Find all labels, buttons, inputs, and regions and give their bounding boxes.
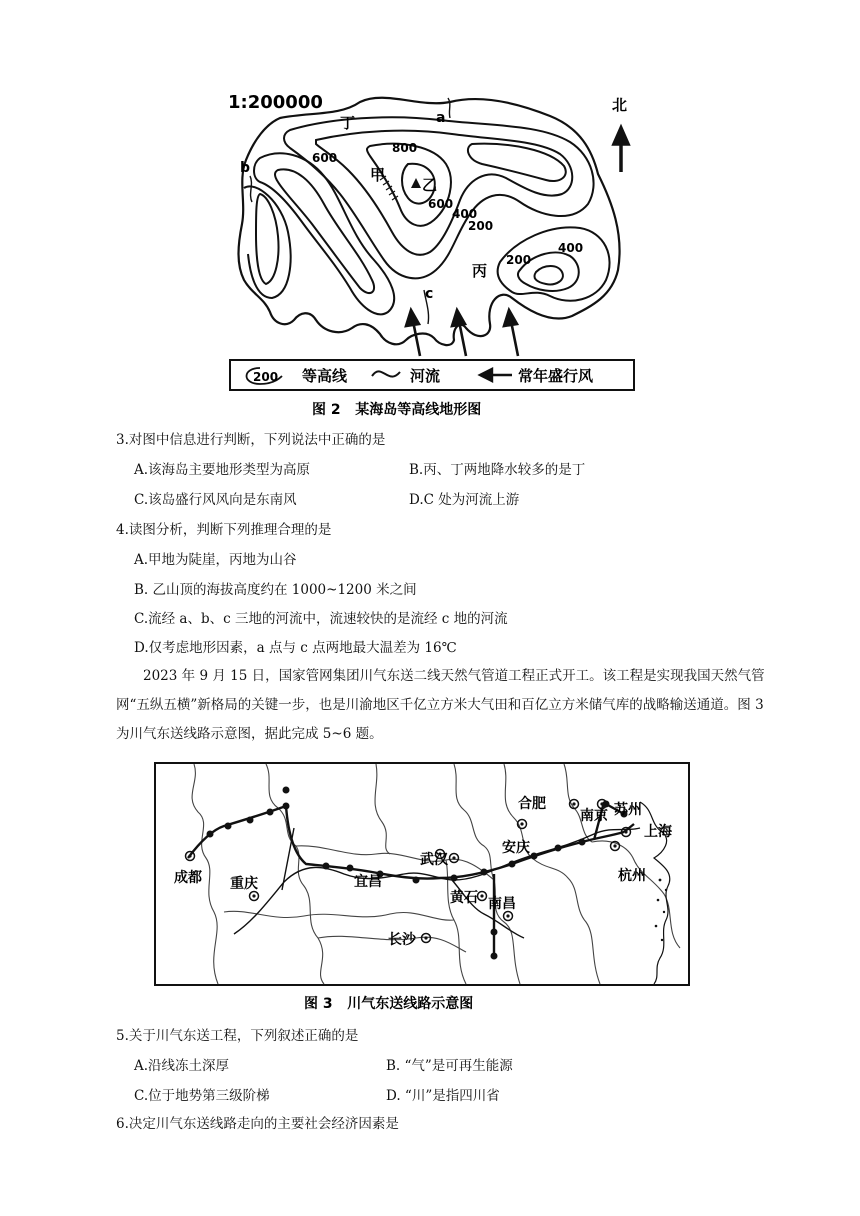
passage-paragraph: 2023 年 9 月 15 日，国家管网集团川气东送二线天然气管道工程正式开工。该工程是实现我国天然气管网“五纵五横”新格局的关键一步，也是川渝地区千亿立方米大气田和百亿立方米储气库的战略输送通道。图 3 为川气东送线路示意图，据此完成 5~6 题。 [116, 668, 765, 742]
label-ding: 丁 [340, 114, 356, 132]
city-label-anqing: 安庆 [502, 840, 530, 856]
city-label-nanchang: 南昌 [488, 896, 516, 912]
summit-marker-icon [411, 178, 421, 188]
north-label: 北 [612, 96, 628, 114]
question-3-option-d[interactable]: D.C 处为河流上游 [409, 492, 520, 508]
question-5-stem: 5.关于川气东送工程，下列叙述正确的是 [116, 1028, 359, 1044]
contour-map-svg [220, 84, 650, 424]
contour-line [367, 144, 454, 226]
label-jia: 甲 [370, 166, 386, 184]
question-4-option-b[interactable]: B. 乙山顶的海拔高度约在 1000~1200 米之间 [134, 582, 417, 598]
legend-wind-arrow-icon [480, 369, 512, 381]
city-label-huangshi: 黄石 [450, 890, 478, 906]
city-dots [188, 802, 627, 939]
map-scale: 1:200000 [228, 92, 323, 113]
figure-3-pipeline-map [154, 762, 694, 1014]
question-5-option-a[interactable]: A.沿线冻土深厚 [134, 1058, 230, 1074]
figure-3-caption: 图 3 川气东送线路示意图 [304, 996, 474, 1012]
island-coastline [239, 98, 620, 345]
legend-wind-label: 常年盛行风 [518, 367, 594, 385]
contour-line [534, 266, 562, 284]
contour-label: 200 [468, 219, 494, 233]
city-label-hangzhou: 杭州 [618, 868, 646, 884]
contour-label: 200 [506, 253, 532, 267]
contour-label: 600 [428, 197, 454, 211]
city-label-chongqing: 重庆 [230, 876, 258, 892]
contour-label: 400 [452, 207, 478, 221]
label-bing: 丙 [472, 262, 488, 280]
city-label-nanjing: 南京 [580, 808, 608, 824]
question-5-option-d[interactable]: D. “川”是指四川省 [386, 1088, 500, 1104]
contour-label: 400 [558, 241, 584, 255]
islands [655, 879, 668, 942]
question-3-option-a[interactable]: A.该海岛主要地形类型为高原 [134, 462, 311, 478]
label-a: a [436, 110, 446, 126]
city-label-hefei: 合肥 [518, 796, 546, 812]
label-yi: 乙 [422, 176, 438, 194]
question-3-option-c[interactable]: C.该岛盛行风风向是东南风 [134, 492, 297, 508]
contour-line [244, 186, 291, 298]
question-4-stem: 4.读图分析，判断下列推理合理的是 [116, 522, 332, 538]
city-label-suzhou: 苏州 [614, 802, 642, 818]
contour-line [256, 194, 279, 284]
question-6-stem: 6.决定川气东送线路走向的主要社会经济因素是 [116, 1116, 399, 1132]
wind-arrow-icon [504, 310, 518, 356]
river-b [250, 176, 252, 202]
city-label-wuhan: 武汉 [420, 852, 448, 868]
city-label-shanghai: 上海 [644, 824, 672, 840]
question-3-option-b[interactable]: B.丙、丁两地降水较多的是丁 [409, 462, 586, 478]
pipeline-map-svg [154, 762, 694, 1014]
contour-label: 800 [392, 141, 418, 155]
city-label-chengdu: 成都 [174, 870, 202, 886]
figure-2-contour-map [220, 84, 650, 424]
label-b: b [240, 160, 251, 176]
question-5-option-b[interactable]: B. “气”是可再生能源 [386, 1058, 513, 1074]
contour-label: 600 [312, 151, 338, 165]
legend-contour-sample: 200 [253, 370, 279, 384]
question-5-option-c[interactable]: C.位于地势第三级阶梯 [134, 1088, 270, 1104]
question-4-option-c[interactable]: C.流经 a、b、c 三地的河流中，流速较快的是流经 c 地的河流 [134, 611, 508, 627]
legend-river-label: 河流 [410, 367, 441, 385]
north-arrow-icon [614, 128, 628, 172]
question-3-stem: 3.对图中信息进行判断，下列说法中正确的是 [116, 432, 386, 448]
question-4-option-d[interactable]: D.仅考虑地形因素，a 点与 c 点两地最大温差为 16℃ [134, 640, 457, 656]
river-a [448, 98, 450, 118]
question-4-option-a[interactable]: A.甲地为陡崖，丙地为山谷 [134, 552, 297, 568]
label-c: c [425, 286, 434, 302]
city-label-yichang: 宜昌 [354, 874, 382, 890]
legend-contour-label: 等高线 [302, 367, 348, 385]
legend-river-icon [372, 371, 400, 376]
province-borders [192, 764, 680, 984]
figure-2-caption: 图 2 某海岛等高线地形图 [312, 402, 482, 418]
city-label-changsha: 长沙 [388, 932, 416, 948]
